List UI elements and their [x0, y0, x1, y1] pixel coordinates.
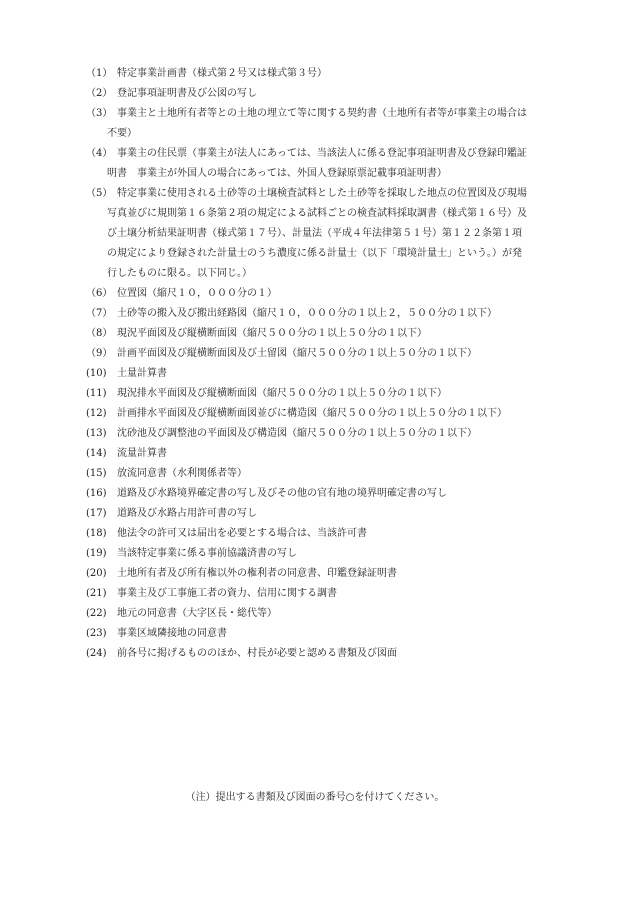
item-text [117, 64, 546, 84]
item-text-line: 事業主の住民票（事業主が法人にあっては、当該法人に係る登記事項証明書及び登録印鑑証 [117, 148, 527, 159]
item-text-line: 沈砂池及び調整池の平面図及び構造図（縮尺５００分の１以上５０分の１以下） [117, 428, 477, 439]
list-item [86, 84, 546, 104]
item-text-line: 前各号に掲げるもののほか、村長が必要と認める書類及び図面 [117, 648, 397, 659]
item-number: （5） [86, 188, 113, 199]
item-text-line: 事業主及び工事施工者の資力、信用に関する調書 [117, 588, 337, 599]
item-text [117, 504, 546, 524]
item-text [117, 304, 546, 324]
item-text [117, 604, 546, 624]
item-text-line: 事業主と土地所有者等との土地の埋立て等に関する契約書（土地所有者等が事業主の場合は [117, 108, 527, 119]
item-number: （2） [86, 88, 113, 99]
item-text-line: 道路及び水路境界確定書の写し及びその他の官有地の境界明確定書の写し [117, 488, 447, 499]
item-number: (14) [86, 448, 107, 459]
item-number: (16) [86, 488, 107, 499]
list-item [86, 564, 546, 584]
list-item [86, 464, 546, 484]
item-text [117, 524, 546, 544]
item-number: (13) [86, 428, 107, 439]
item-text-continuation: 明書 事業主が外国人の場合にあっては、外国人登録原票記載事項証明書） [107, 168, 447, 179]
item-text [117, 424, 546, 444]
item-text [117, 404, 546, 424]
item-text [107, 104, 546, 144]
item-text [117, 544, 546, 564]
item-text-line: 登記事項証明書及び公図の写し [117, 88, 257, 99]
list-item [86, 384, 546, 404]
item-text [117, 284, 546, 304]
item-text [117, 444, 546, 464]
item-text-line: 計画平面図及び縦横断面図及び土留図（縮尺５００分の１以上５０分の１以下） [117, 348, 477, 359]
item-text [117, 384, 546, 404]
item-text-line: 流量計算書 [117, 448, 167, 459]
item-text [117, 584, 546, 604]
item-number: (12) [86, 408, 107, 419]
item-text [117, 84, 546, 104]
item-text-continuation: 写真並びに規則第１６条第２項の規定による試料ごとの検査試料採取調書（様式第１６号）及 [107, 208, 527, 219]
item-text-line: 土地所有者及び所有権以外の権利者の同意書、印鑑登録証明書 [117, 568, 397, 579]
list-item [86, 604, 546, 624]
item-text [117, 484, 546, 504]
item-number: （1） [86, 68, 113, 79]
item-number: (18) [86, 528, 107, 539]
list-item [86, 484, 546, 504]
list-item [86, 624, 546, 644]
item-number: (17) [86, 508, 107, 519]
list-item [86, 404, 546, 424]
item-number: （3） [86, 108, 113, 119]
list-item [86, 584, 546, 604]
item-text [117, 324, 546, 344]
item-number: (15) [86, 468, 107, 479]
item-text [107, 144, 546, 184]
list-item [86, 304, 546, 324]
list-item [86, 424, 546, 444]
item-text-line: 放流同意書（水利関係者等） [117, 468, 247, 479]
item-text [107, 184, 546, 284]
list-item [86, 144, 546, 184]
list-item [86, 364, 546, 384]
list-item [86, 324, 546, 344]
item-text-continuation: 行したものに限る。以下同じ。） [107, 268, 252, 279]
item-text [117, 344, 546, 364]
item-text-line: 特定事業に使用される土砂等の土壌検査試料とした土砂等を採取した地点の位置図及び現場 [117, 188, 527, 199]
item-number: （4） [86, 148, 113, 159]
list-item [86, 444, 546, 464]
item-text [117, 644, 546, 664]
item-text-line: 他法令の許可又は届出を必要とする場合は、当該許可書 [117, 528, 367, 539]
item-text-continuation: の規定により登録された計量士のうち濃度に係る計量士（以下「環境計量士」という。）が発 [107, 248, 522, 259]
item-text-line: 計画排水平面図及び縦横断面図並びに構造図（縮尺５００分の１以上５０分の１以下） [117, 408, 507, 419]
item-number: (23) [86, 628, 107, 639]
list-item [86, 644, 546, 664]
item-number: （6） [86, 288, 113, 299]
item-number: （7） [86, 308, 113, 319]
list-item [86, 64, 546, 84]
item-text-continuation: び土壌分析結果証明書（様式第１７号）、計量法（平成４年法律第５１号）第１２２条第１項 [107, 228, 522, 239]
item-text-line: 現況平面図及び縦横断面図（縮尺５００分の１以上５０分の１以下） [117, 328, 427, 339]
item-text-line: 位置図（縮尺１０，０００分の１） [117, 288, 277, 299]
item-text-line: 当該特定事業に係る事前協議済書の写し [117, 548, 297, 559]
list-item [86, 104, 546, 144]
footnote: （注）提出する書類及び図面の番号○を付けてください。 [185, 792, 445, 803]
item-text [117, 464, 546, 484]
item-number: (19) [86, 548, 107, 559]
item-number: (22) [86, 608, 107, 619]
list-item [86, 524, 546, 544]
item-number: （9） [86, 348, 113, 359]
item-text [117, 564, 546, 584]
item-text-line: 道路及び水路占用許可書の写し [117, 508, 257, 519]
list-item [86, 544, 546, 564]
list-item [86, 284, 546, 304]
list-item [86, 344, 546, 364]
item-number: （8） [86, 328, 113, 339]
item-number: (24) [86, 648, 107, 659]
item-text [117, 364, 546, 384]
item-text-line: 土砂等の搬入及び搬出経路図（縮尺１０，０００分の１以上２，５００分の１以下） [117, 308, 497, 319]
item-number: (11) [86, 388, 107, 399]
list-item [86, 504, 546, 524]
item-number: (20) [86, 568, 107, 579]
item-text-continuation: 不要） [107, 128, 137, 139]
item-text-line: 現況排水平面図及び縦横断面図（縮尺５００分の１以上５０分の１以下） [117, 388, 447, 399]
item-number: (10) [86, 368, 107, 379]
item-text-line: 地元の同意書（大字区長・総代等） [117, 608, 277, 619]
item-text-line: 特定事業計画書（様式第２号又は様式第３号） [117, 68, 327, 79]
item-number: (21) [86, 588, 107, 599]
item-text [117, 624, 546, 644]
item-text-line: 土量計算書 [117, 368, 167, 379]
list-item [86, 184, 546, 284]
item-text-line: 事業区域隣接地の同意書 [117, 628, 227, 639]
